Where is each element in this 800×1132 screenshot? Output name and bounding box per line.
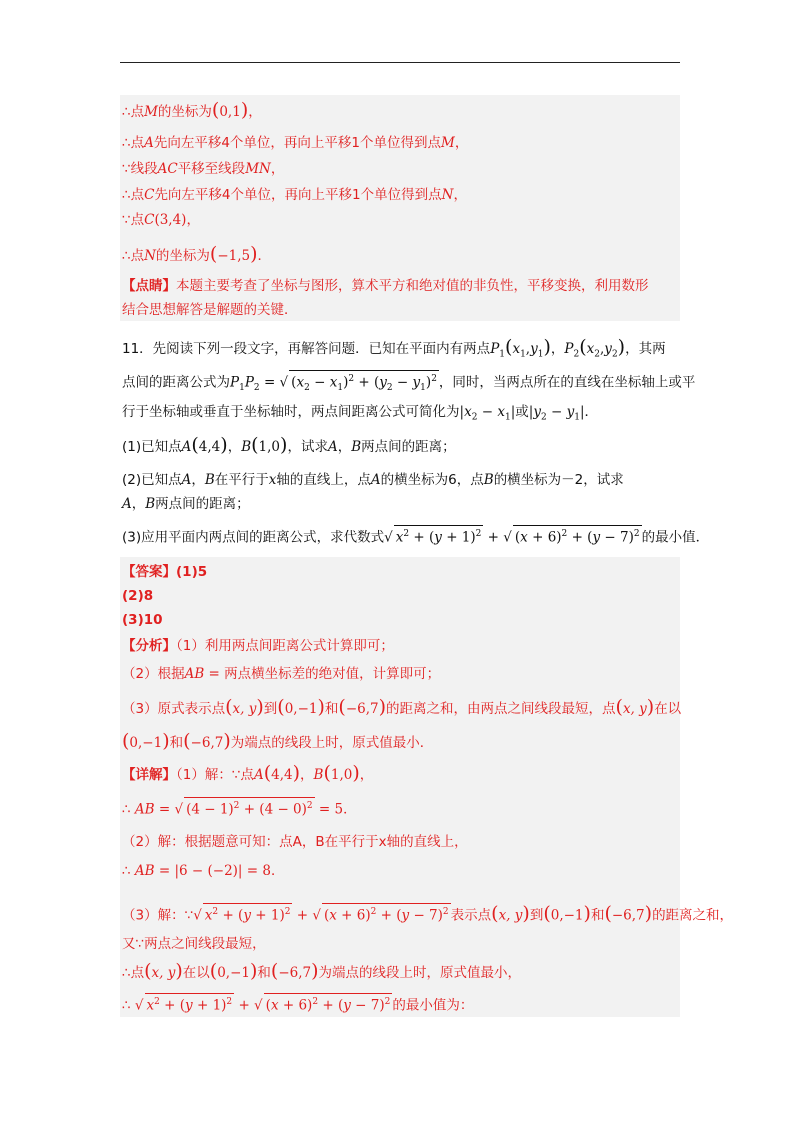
analysis-text-3e: 在以	[654, 701, 682, 717]
detail-text-3: （2）解：根据题意可知：点A，B在平行于x轴的直线上，	[122, 834, 468, 850]
answer-line-3	[122, 610, 163, 630]
comment-text-2: 结合思想解答是解题的关键．	[122, 302, 298, 318]
detail-text-2: ∴	[122, 801, 135, 818]
detail-text-8a: ∴	[122, 997, 135, 1014]
analysis-tag: 【分析】	[122, 638, 176, 654]
answer-3: (3)10	[122, 612, 163, 628]
detail-text-5a: （3）解：∵	[122, 907, 194, 924]
problem-line-1: 11．先阅读下列一段文字，再解答问题．已知在平面内有两点$P_1(x_1,y_1)$，$P_2(x_2,y_2)$，其两	[122, 336, 666, 360]
answer-tag: 【答案】	[122, 564, 176, 580]
question-2-line-1: (2)已知点A，B在平行于x轴的直线上，点A的横坐标为6，点B的横坐标为－2，试求	[122, 472, 624, 488]
comment-line-2	[122, 300, 298, 320]
detail-text-5c: 到	[529, 907, 544, 924]
detail-tag: 【详解】	[122, 767, 176, 783]
analysis-text-3d: 的距离之和，由两点之间线段最短，点	[386, 701, 616, 717]
prev-line-5: ∵点C(3,4)，	[122, 212, 200, 228]
detail-text-1b: ，	[300, 767, 314, 783]
detail-text-1a: （1）解：∵点	[176, 767, 254, 783]
problem-intro: 11．先阅读下列一段文字，再解答问题．已知在平面内有两点	[122, 341, 491, 357]
header-rule	[120, 62, 680, 63]
detail-line-4: ∴ AB = |6 − (−2)| = 8．	[122, 863, 285, 879]
q2-text-e: 的横坐标为－2，试求	[493, 472, 624, 488]
analysis-line-3: （3）原式表示点(x, y)到(0,−1)和(−6,7)的距离之和，由两点之间线段最短，点(x, y)在以	[122, 696, 682, 718]
problem-text-3c: ．	[584, 404, 599, 420]
q1-text-a: (1)已知点	[122, 439, 182, 455]
question-3: (3)应用平面内两点间的距离公式，求代数式√ $x^2 + (y + 1)^2$ + √ $(x + 6)^2 + (y - 7)^2$ 的最小值．	[122, 525, 709, 548]
detail-text-6: 又∵两点之间线段最短，	[122, 936, 266, 952]
detail-line-3	[122, 832, 468, 852]
q1-text-c: 两点间的距离；	[361, 439, 456, 455]
answer-1: (1)5	[176, 564, 208, 580]
detail-text-7d: 为端点的线段上时，原式值最小，	[318, 965, 522, 981]
question-2-line-2: A，B两点间的距离；	[122, 496, 250, 512]
detail-line-5: （3）解：∵√ $x^2 + (y + 1)^2$ + √ $(x + 6)^2 + (y - 7)^2$ 表示点(x, y)到(0,−1)和(−6,7)的距离之和，	[122, 902, 734, 925]
detail-line-7: ∴点(x, y)在以(0,−1)和(−6,7)为端点的线段上时，原式值最小，	[122, 960, 522, 982]
answer-line-2	[122, 586, 153, 606]
q1-text-b: ，试求	[287, 439, 328, 455]
detail-text-5e: 的距离之和，	[652, 907, 734, 924]
q2-text-d: 的横坐标为6，点	[380, 472, 484, 488]
q3-text-a: (3)应用平面内两点间的距离公式，求代数式	[122, 529, 385, 546]
detail-line-1: 【详解】（1）解：∵点A(4,4)，B(1,0)，	[122, 762, 374, 784]
analysis-text-4b: 为端点的线段上时，原式值最小．	[230, 735, 434, 751]
detail-line-2: ∴ AB = √ $(4 - 1)^2 + (4 - 0)^2 = 5$．	[122, 797, 357, 820]
prev-line-4: ∴点C先向左平移4个单位，再向上平移1个单位得到点N，	[122, 187, 467, 203]
problem-text-2b: ，同时，当两点所在的直线在坐标轴上或平	[438, 374, 696, 391]
q2-text-c: 轴的直线上，点	[276, 472, 371, 488]
problem-text-3a: 行于坐标轴或垂直于坐标轴时，两点间距离公式可简化为	[122, 404, 460, 420]
q3-text-b: 的最小值．	[641, 529, 710, 546]
detail-text-4: ∴	[122, 863, 135, 879]
analysis-line-4: (0,−1)和(−6,7)为端点的线段上时，原式值最小．	[122, 730, 434, 752]
prev-line-2: ∴点A先向左平移4个单位，再向上平移1个单位得到点M，	[122, 135, 469, 151]
problem-line-2: 点间的距离公式为$P_1P_2$ = √ $(x_2 - x_1)^2 + (y_2 - y_1)^2$ ，同时，当两点所在的直线在坐标轴上或平	[122, 370, 695, 398]
problem-text-2a: 点间的距离公式为	[122, 374, 230, 391]
detail-line-8: ∴ √ $x^2 + (y + 1)^2$ + √ $(x + 6)^2 + (y - 7)^2$ 的最小值为：	[122, 993, 473, 1016]
problem-intro-end: ，其两	[625, 341, 666, 357]
analysis-text-2a: （2）根据	[122, 666, 185, 682]
detail-text-5d: 和	[590, 907, 605, 924]
detail-text-7b: 在以	[182, 965, 210, 981]
detail-text-7c: 和	[257, 965, 271, 981]
analysis-text-2b: 两点横坐标差的绝对值，计算即可；	[224, 666, 441, 682]
analysis-text-3b: 到	[263, 701, 278, 717]
prev-line-1: ∴点M的坐标为(0,1)，	[122, 99, 262, 121]
q2-text-b: 在平行于	[214, 472, 269, 488]
detail-text-5b: 表示点	[450, 907, 492, 924]
detail-line-6	[122, 934, 266, 954]
q2-text-a: (2)已知点	[122, 472, 182, 488]
answer-line-1	[122, 562, 207, 582]
answer-2: (2)8	[122, 588, 154, 604]
comment-text-1: 本题主要考查了坐标与图形，算术平方和绝对值的非负性，平移变换，利用数形	[176, 278, 649, 294]
question-1: (1)已知点A(4,4)，B(1,0)，试求A，B两点间的距离；	[122, 434, 456, 456]
analysis-text-1: （1）利用两点间距离公式计算即可；	[176, 638, 394, 654]
analysis-text-3c: 和	[324, 701, 339, 717]
detail-text-7a: ∴点	[122, 965, 145, 981]
detail-text-8b: 的最小值为：	[392, 997, 474, 1014]
analysis-text-4a: 和	[169, 735, 184, 751]
problem-line-3: 行于坐标轴或垂直于坐标轴时，两点间距离公式可简化为$|x_2 - x_1|$或$|y_2 - y_1|$．	[122, 404, 599, 423]
comment-line-1	[122, 276, 649, 296]
analysis-line-2: （2）根据AB = 两点横坐标差的绝对值，计算即可；	[122, 666, 441, 682]
analysis-text-3a: （3）原式表示点	[122, 701, 226, 717]
prev-line-6: ∴点N的坐标为(−1,5)．	[122, 243, 272, 265]
analysis-line-1	[122, 636, 394, 656]
problem-text-3b: 或	[515, 404, 529, 420]
q2-text-f: 两点间的距离；	[155, 496, 250, 512]
comment-tag: 【点睛】	[122, 278, 176, 294]
prev-line-3: ∵线段AC平移至线段MN，	[122, 161, 285, 177]
